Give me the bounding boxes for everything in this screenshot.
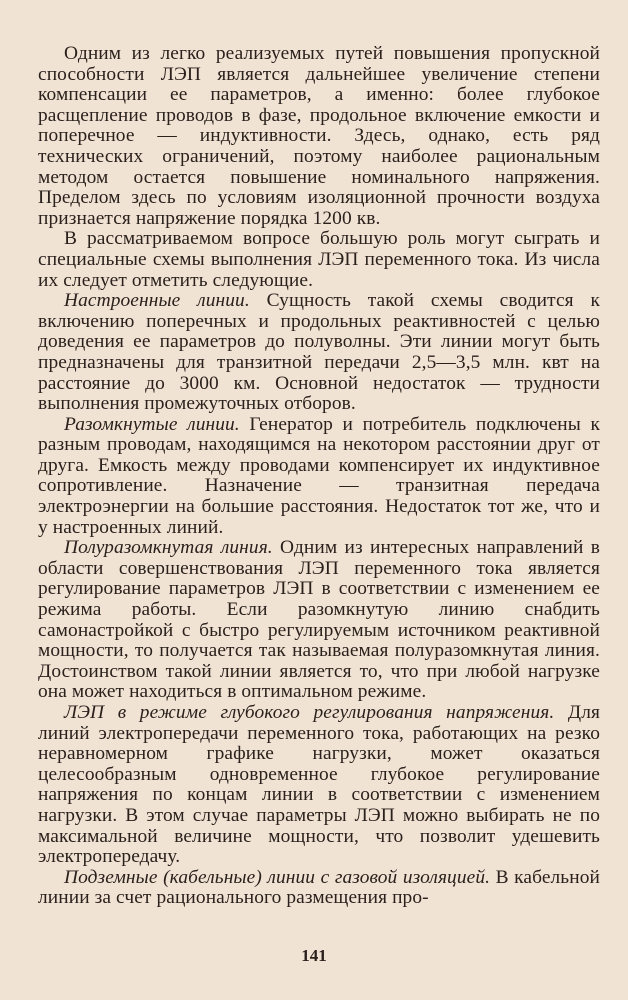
paragraph-text: Сущность такой схемы сводится к включению поперечных и продольных реактивностей с целью доведения ее параметров до полуволны. Эти линии могут быть предназначены для транзитной передачи 2,5—3,5 млн. квт на расстояние до 3000 км. Основной недостаток — трудности выполнения промежуточных отборов.	[38, 290, 600, 415]
paragraph-intro	[38, 44, 600, 229]
paragraph-special-schemes	[38, 229, 600, 291]
paragraph-term: ЛЭП в режиме глубокого регулирования напряжения.	[64, 702, 555, 723]
paragraph-text: Для линий электропередачи переменного тока, работающих на резко неравномерном графике нагрузки, может оказаться целесообразным одновременное глубокое регулирование напряжения по концам линии в соответствии с изменением нагрузки. В этом случае параметры ЛЭП можно выбирать не по максимальной величине мощности, что позволит удешевить электропередачу.	[38, 702, 600, 868]
paragraph-text: В рассматриваемом вопросе большую роль могут сыграть и специальные схемы выполнения ЛЭП переменного тока. Из числа их следует отметить следующие.	[38, 228, 600, 291]
paragraph-half-open-line	[38, 538, 600, 703]
paragraph-text: Одним из интересных направлений в области совершенствования ЛЭП переменного тока является регулирование параметров ЛЭП в соответствии с изменением ее режима работы. Если разомкнутую линию снабдить самонастройкой с быстро регулируемым источником реактивной мощности, то получается так называемая полуразомкнутая линия. Достоинством такой линии является то, что при любой нагрузке она может находиться в оптимальном режиме.	[38, 537, 600, 703]
paragraph-open-lines	[38, 415, 600, 539]
paragraph-term: Полуразомкнутая линия.	[64, 537, 273, 559]
paragraph-tuned-lines	[38, 291, 600, 415]
paragraph-term: Подземные (кабельные) линии с газовой изоляцией.	[64, 866, 491, 888]
paragraph-term: Разомкнутые линии.	[64, 413, 240, 435]
paragraph-text: Генератор и потребитель подключены к разным проводам, находящимся на некотором расстоянии друг от друга. Емкость между проводами компенсирует их индуктивное сопротивление. Назначение — транзитная передача электроэнергии на большие расстояния. Недостаток тот же, что и у настроенных линий.	[38, 413, 600, 538]
paragraph-term: Настроенные линии.	[64, 290, 250, 312]
paragraph-deep-voltage-regulation	[38, 703, 600, 868]
page-number: 141	[301, 946, 327, 965]
paragraph-text: В кабельной линии за счет рационального размещения про-	[38, 866, 601, 909]
paragraph-text: Одним из легко реализуемых путей повышения пропускной способности ЛЭП является дальнейшее увеличение степени компенсации ее параметров, а именно: более глубокое расщепление проводов в фазе, продольное включение емкости и поперечное — индуктивности. Здесь, однако, есть ряд технических ограничений, поэтому наиболее рациональным методом остается повышение номинального напряжения. Пределом здесь по условиям изоляционной прочности воздуха признается напряжение порядка 1200 кв.	[38, 43, 600, 229]
paragraph-cable-lines	[38, 868, 600, 909]
